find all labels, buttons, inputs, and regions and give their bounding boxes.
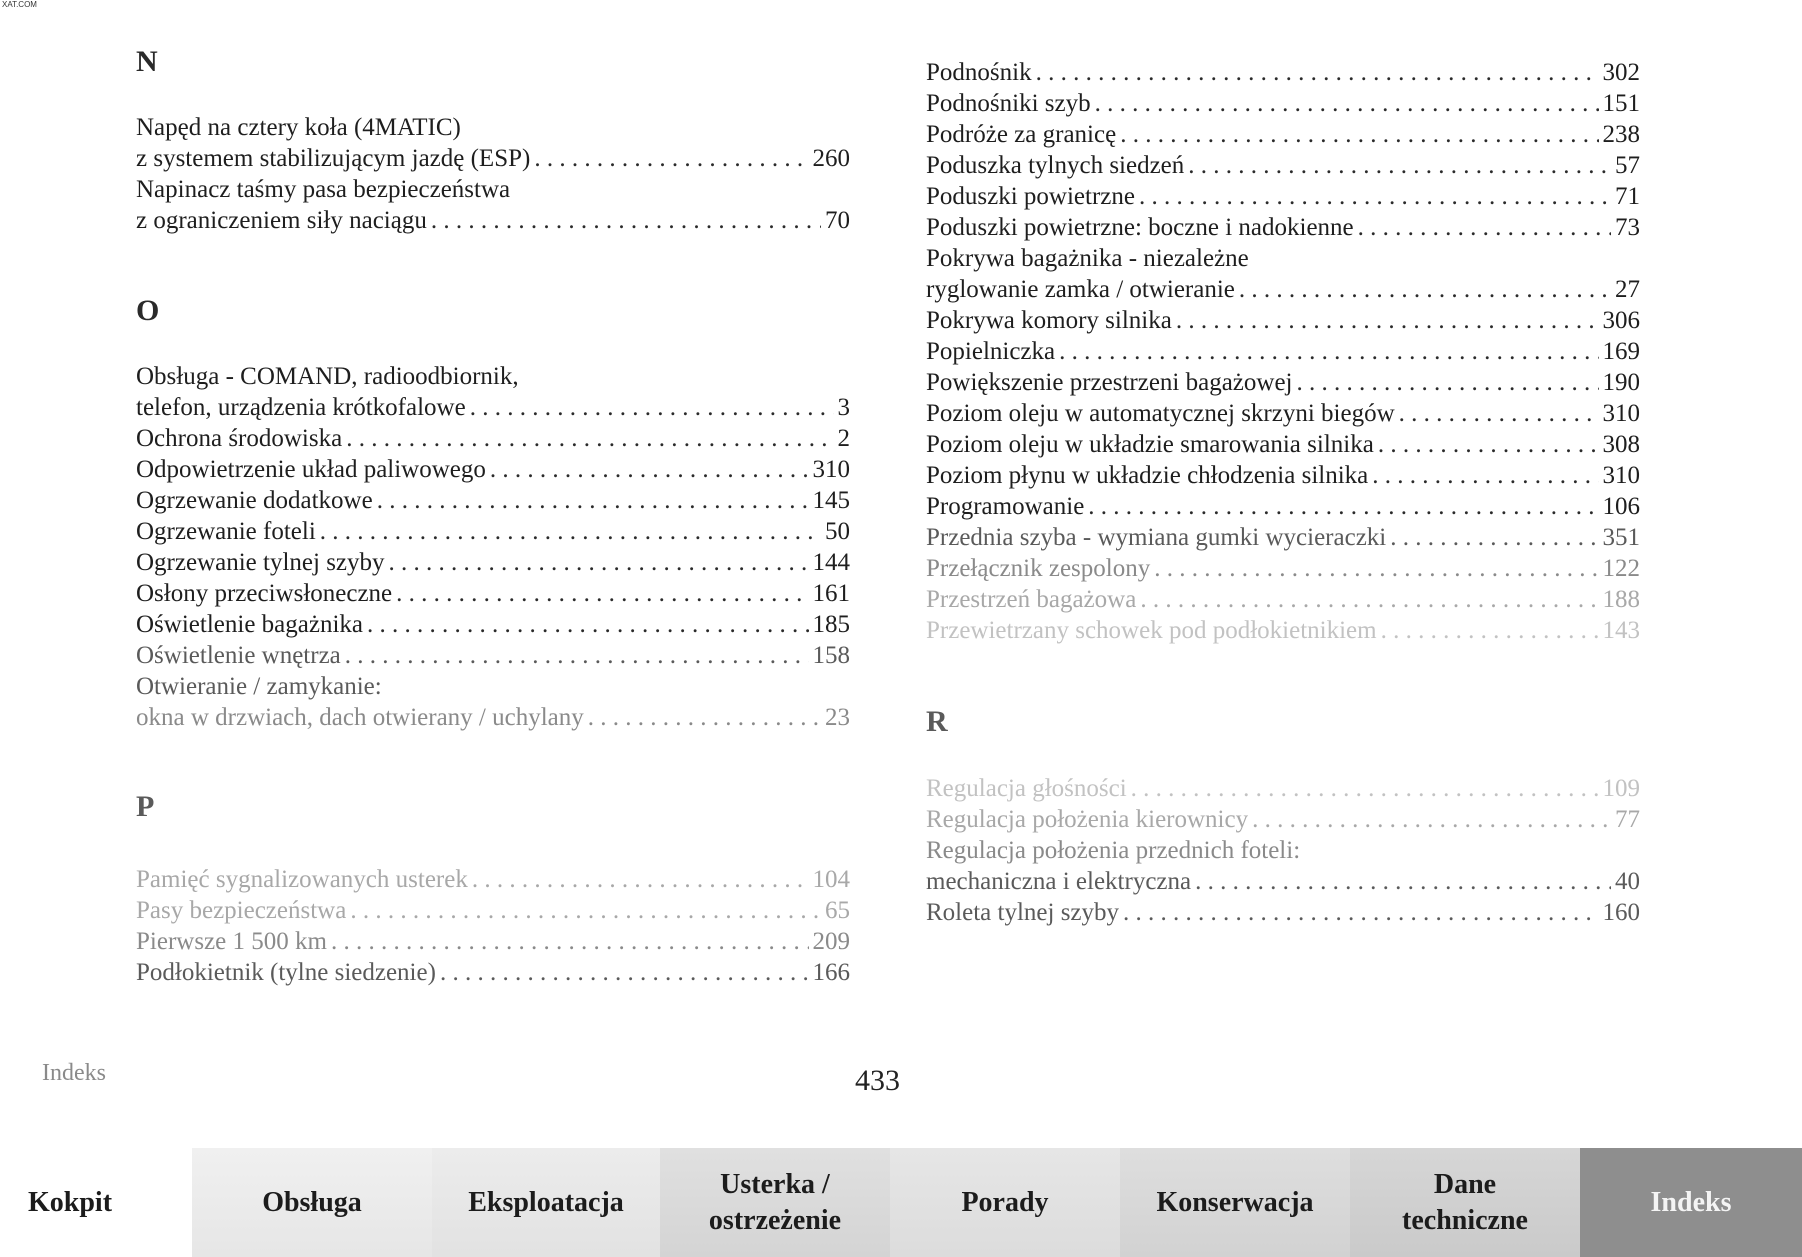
page-ref: 57 [1615,152,1640,179]
index-entry[interactable]: Przewietrzany schowek pod podłokietnikiem . . . 143 [926,615,1640,646]
index-entry: Obsługa - COMAND, radioodbiornik, [136,363,519,390]
index-entry[interactable]: Pokrywa komory silnika . . . 306 [926,305,1640,336]
tab-usterka-ostrzezenie[interactable]: Usterka / ostrzeżenie [660,1148,890,1257]
index-entry[interactable]: Oświetlenie wnętrza . . . 158 [136,640,850,671]
page-ref: 158 [812,642,850,669]
page-ref: 144 [812,549,850,576]
page-ref: 50 [825,518,850,545]
page-ref: 70 [825,207,850,234]
index-entry[interactable]: Pierwsze 1 500 km . . . 209 [136,926,850,957]
index-entry[interactable]: Podróże za granicę . . . 238 [926,119,1640,150]
index-entry[interactable]: Poziom oleju w układzie smarowania silnika . . . 308 [926,429,1640,460]
index-entry[interactable]: Roleta tylnej szyby . . . 160 [926,897,1640,928]
page-ref: 3 [837,394,850,421]
index-entry[interactable]: Odpowietrzenie układ paliwowego . . . 310 [136,454,850,485]
section-letter-o: O [136,294,160,327]
section-letter-r: R [926,705,948,738]
page-ref: 310 [812,456,850,483]
page-ref: 351 [1602,524,1640,551]
index-entry[interactable]: Przełącznik zespolony . . . 122 [926,553,1640,584]
section-o-entries [136,361,850,733]
page-ref: 77 [1615,806,1640,833]
watermark: XAT.COM [2,0,37,9]
index-entry[interactable]: Ogrzewanie foteli . . . 50 [136,516,850,547]
index-entry[interactable]: Podłokietnik (tylne siedzenie) . . . 166 [136,957,850,988]
index-entry[interactable]: Popielniczka . . . 169 [926,336,1640,367]
page-ref: 166 [812,959,850,986]
page-ref: 185 [812,611,850,638]
page-ref: 104 [812,866,850,893]
index-entry[interactable]: Poziom płynu w układzie chłodzenia silnika . . . 310 [926,460,1640,491]
section-n-entries [136,112,850,236]
page-ref: 169 [1602,338,1640,365]
page-ref: 27 [1615,276,1640,303]
index-entry[interactable]: Poduszka tylnych siedzeń . . . 57 [926,150,1640,181]
index-entry[interactable]: Podnośnik . . . 302 [926,57,1640,88]
page-ref: 310 [1602,462,1640,489]
page-ref: 151 [1602,90,1640,117]
tab-obsluga[interactable]: Obsługa [192,1148,432,1257]
index-entry: Otwieranie / zamykanie: [136,673,382,700]
tab-kokpit[interactable]: Kokpit [0,1148,192,1257]
page-ref: 310 [1602,400,1640,427]
page-ref: 145 [812,487,850,514]
index-entry[interactable]: Osłony przeciwsłoneczne . . . 161 [136,578,850,609]
page-ref: 143 [1602,617,1640,644]
index-entry: Pokrywa bagażnika - niezależne [926,245,1249,272]
tab-dane-techniczne[interactable]: Dane techniczne [1350,1148,1580,1257]
page-ref: 306 [1602,307,1640,334]
index-entry[interactable]: Poduszki powietrzne . . . 71 [926,181,1640,212]
index-entry[interactable]: z systemem stabilizującym jazdę (ESP) . . . 260 [136,143,850,174]
index-entry[interactable]: Regulacja położenia kierownicy . . . 77 [926,804,1640,835]
index-entry[interactable]: Pasy bezpieczeństwa . . . 65 [136,895,850,926]
index-entry[interactable]: Programowanie . . . 106 [926,491,1640,522]
index-entry[interactable]: Poduszki powietrzne: boczne i nadokienne . . . 73 [926,212,1640,243]
page-ref: 106 [1602,493,1640,520]
page-ref: 71 [1615,183,1640,210]
index-entry[interactable]: Regulacja głośności . . . 109 [926,773,1640,804]
page-ref: 190 [1602,369,1640,396]
index-entry[interactable]: Przestrzeń bagażowa . . . 188 [926,584,1640,615]
chapter-tab-bar [0,1148,1802,1257]
page-ref: 188 [1602,586,1640,613]
page-ref: 2 [837,425,850,452]
index-entry[interactable]: telefon, urządzenia krótkofalowe . . . 3 [136,392,850,423]
index-entry: Napęd na cztery koła (4MATIC) [136,114,461,141]
page-ref: 109 [1602,775,1640,802]
index-entry[interactable]: Poziom oleju w automatycznej skrzyni biegów . . . 310 [926,398,1640,429]
tab-indeks[interactable]: Indeks [1580,1148,1802,1257]
index-entry[interactable]: Powiększenie przestrzeni bagażowej . . . 190 [926,367,1640,398]
index-entry[interactable]: mechaniczna i elektryczna . . . 40 [926,866,1640,897]
index-entry: Napinacz taśmy pasa bezpieczeństwa [136,176,511,203]
section-letter-n: N [136,45,158,78]
page-ref: 23 [825,704,850,731]
page-ref: 160 [1602,899,1640,926]
page-ref: 40 [1615,868,1640,895]
index-entry[interactable]: Ogrzewanie tylnej szyby . . . 144 [136,547,850,578]
page-ref: 238 [1602,121,1640,148]
index-entry[interactable]: Oświetlenie bagażnika . . . 185 [136,609,850,640]
index-entry[interactable]: ryglowanie zamka / otwieranie . . . 27 [926,274,1640,305]
page-ref: 65 [825,897,850,924]
index-entry[interactable]: Ogrzewanie dodatkowe . . . 145 [136,485,850,516]
index-entry[interactable]: Pamięć sygnalizowanych usterek . . . 104 [136,864,850,895]
index-entry[interactable]: Podnośniki szyb . . . 151 [926,88,1640,119]
index-entry: Regulacja położenia przednich foteli: [926,837,1301,864]
index-entry[interactable]: z ograniczeniem siły naciągu . . . 70 [136,205,850,236]
page-ref: 209 [812,928,850,955]
page-ref: 302 [1602,59,1640,86]
tab-konserwacja[interactable]: Konserwacja [1120,1148,1350,1257]
page-ref: 260 [812,145,850,172]
page-number: 433 [855,1064,900,1097]
section-r-entries [926,773,1640,928]
footer-section-label: Indeks [42,1060,106,1086]
section-letter-p: P [136,790,155,823]
page-ref: 308 [1602,431,1640,458]
page-ref: 161 [812,580,850,607]
section-p-entries [136,864,850,988]
page-ref: 73 [1615,214,1640,241]
section-p-continued-entries [926,57,1640,646]
index-entry[interactable]: Przednia szyba - wymiana gumki wycieraczki . . . 351 [926,522,1640,553]
tab-porady[interactable]: Porady [890,1148,1120,1257]
index-entry[interactable]: Ochrona środowiska . . . 2 [136,423,850,454]
page-ref: 122 [1602,555,1640,582]
tab-eksploatacja[interactable]: Eksploatacja [432,1148,660,1257]
index-entry[interactable]: okna w drzwiach, dach otwierany / uchylany . . . 23 [136,702,850,733]
